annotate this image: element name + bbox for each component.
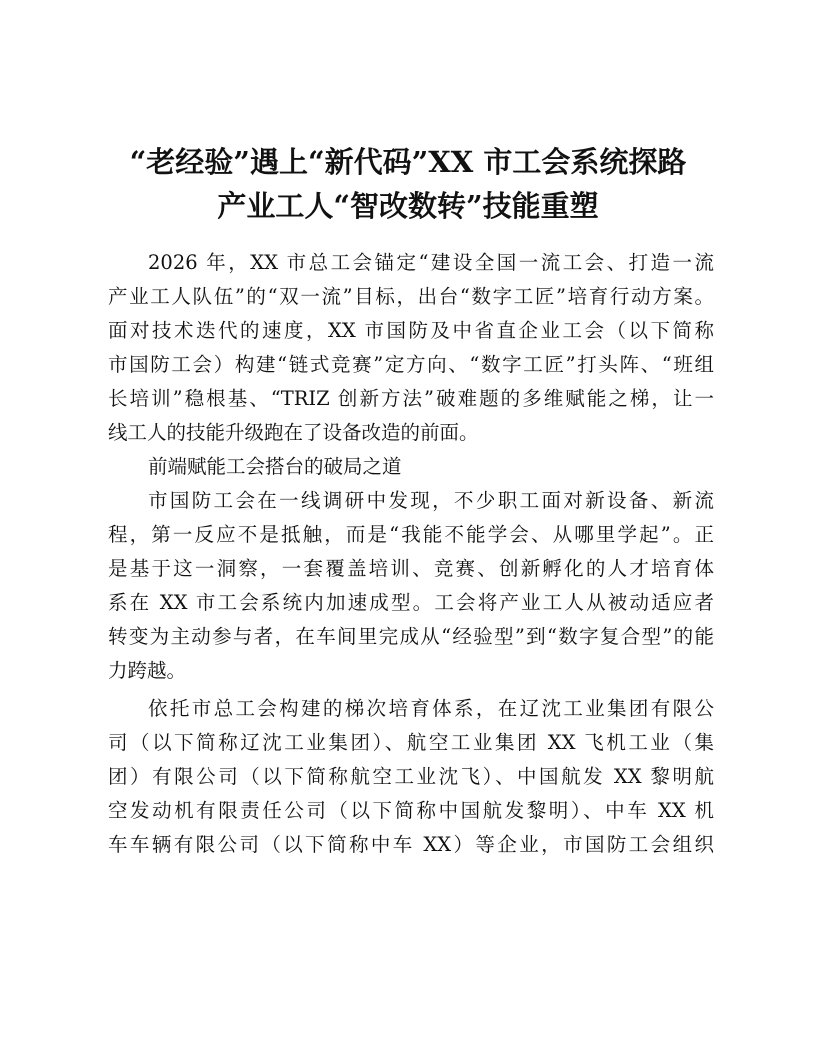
text-line: 车车辆有限公司（以下简称中车 XX）等企业，市国防工会组织	[108, 833, 714, 856]
text-line: 2026 年，XX 市总工会锚定“建设全国一流工会、打造一流	[148, 251, 714, 274]
title-line-1: “老经验”遇上“新代码”XX 市工会系统探路	[129, 145, 687, 179]
text-line: 力跨越。	[108, 659, 187, 682]
text-line: 长培训”稳根基、“TRIZ 创新方法”破难题的多维赋能之梯，让一	[108, 387, 714, 410]
text-line: 空发动机有限责任公司（以下简称中国航发黎明）、中车 XX 机	[108, 799, 714, 822]
text-line: 依托市总工会构建的梯次培育体系，在辽沈工业集团有限公	[148, 697, 714, 720]
text-line: 市国防工会在一线调研中发现，不少职工面对新设备、新流	[148, 489, 714, 512]
text-line: 前端赋能工会搭台的破局之道	[148, 455, 402, 478]
paragraph-intro	[108, 246, 714, 450]
section-heading	[108, 450, 714, 484]
text-line: 产业工人队伍”的“双一流”目标，出台“数字工匠”培育行动方案。	[108, 285, 714, 308]
text-line: 市国防工会）构建“链式竞赛”定方向、“数字工匠”打头阵、“班组	[108, 353, 714, 376]
text-line: 系在 XX 市工会系统内加速成型。工会将产业工人从被动适应者	[108, 591, 714, 614]
text-line: 司（以下简称辽沈工业集团）、航空工业集团 XX 飞机工业（集	[108, 731, 714, 754]
text-line: 面对技术迭代的速度，XX 市国防及中省直企业工会（以下简称	[108, 319, 714, 342]
paragraph-enterprises	[108, 692, 714, 862]
document-title	[60, 140, 756, 228]
document-body	[108, 246, 714, 862]
text-line: 线工人的技能升级跑在了设备改造的前面。	[108, 421, 479, 444]
text-line: 团）有限公司（以下简称航空工业沈飞）、中国航发 XX 黎明航	[108, 765, 714, 788]
text-line: 是基于这一洞察，一套覆盖培训、竞赛、创新孵化的人才培育体	[108, 557, 714, 580]
paragraph-findings	[108, 484, 714, 688]
text-line: 程，第一反应不是抵触，而是“我能不能学会、从哪里学起”。正	[108, 523, 714, 546]
text-line: 转变为主动参与者，在车间里完成从“经验型”到“数字复合型”的能	[108, 625, 714, 648]
title-line-2: 产业工人“智改数转”技能重塑	[217, 189, 599, 223]
